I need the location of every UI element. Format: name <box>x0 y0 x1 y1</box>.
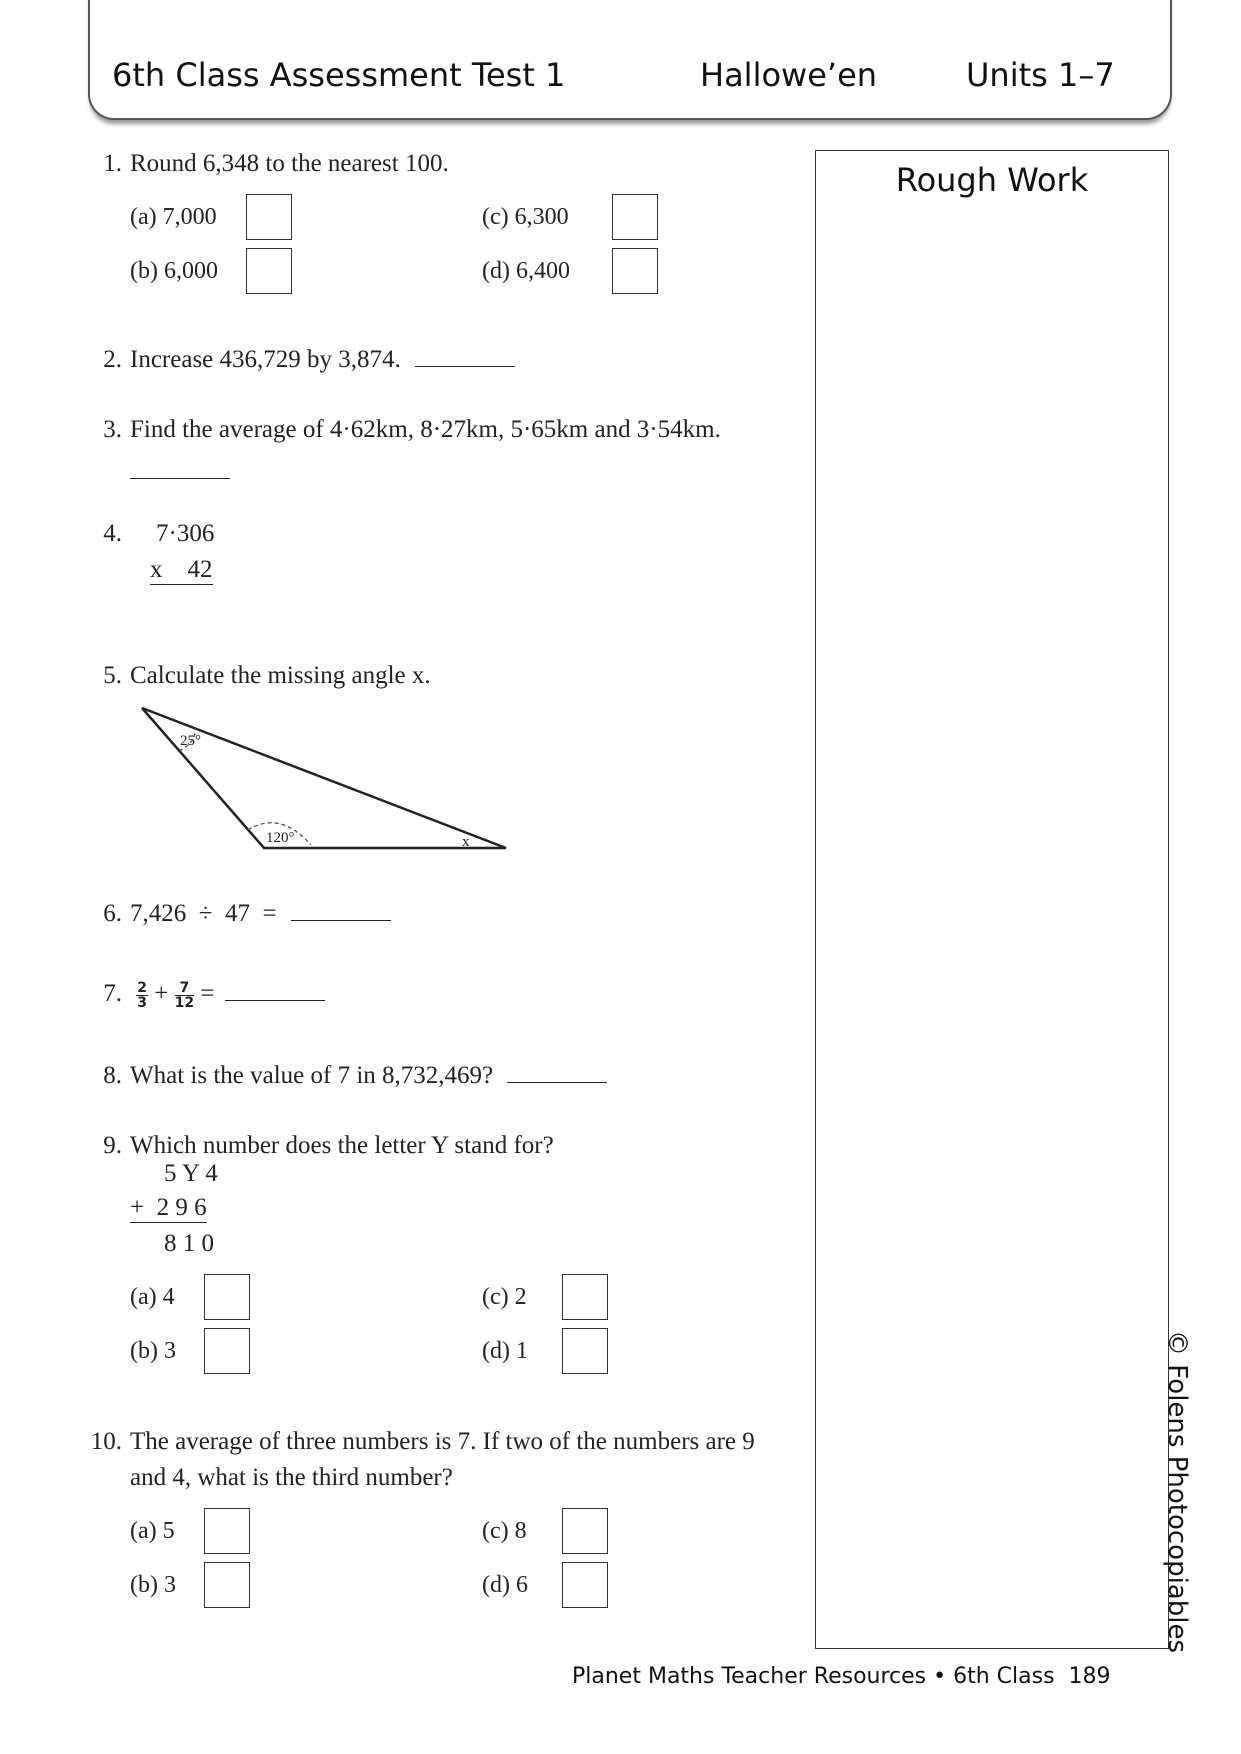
question-text: Round 6,348 to the nearest 100. <box>130 150 449 177</box>
question-text-line-2: and 4, what is the third number? <box>130 1464 453 1491</box>
fraction-1 <box>136 981 148 1010</box>
q9-option-d: (d) 1 <box>482 1338 528 1364</box>
angle-label-x: x <box>462 834 470 850</box>
question-number: 4. <box>103 520 122 547</box>
q1-option-b: (b) 6,000 <box>130 258 218 284</box>
q1-answer-box-c[interactable] <box>612 194 658 240</box>
q1-option-a: (a) 7,000 <box>130 204 217 230</box>
fraction-2-numerator: 7 <box>175 981 194 996</box>
answer-line[interactable] <box>291 902 391 921</box>
question-1 <box>86 150 449 178</box>
q9-option-a: (a) 4 <box>130 1284 175 1310</box>
q1-answer-box-a[interactable] <box>246 194 292 240</box>
answer-line[interactable] <box>130 458 230 479</box>
q9-option-c: (c) 2 <box>482 1284 527 1310</box>
question-number: 8. <box>103 1062 122 1089</box>
question-text: Find the average of 4·62km, 8·27km, 5·65km and 3·54km. <box>130 416 721 443</box>
question-text-line-1: The average of three numbers is 7. If two of the numbers are 9 <box>130 1428 755 1455</box>
q4-multiplier: x 42 <box>150 556 213 583</box>
question-number: 3. <box>103 416 122 443</box>
question-9 <box>86 1132 554 1160</box>
answer-line[interactable] <box>507 1064 607 1083</box>
question-text: Increase 436,729 by 3,874. <box>130 346 401 373</box>
equals-sign: = <box>200 980 215 1007</box>
q9-answer-box-a[interactable] <box>204 1274 250 1320</box>
question-number: 9. <box>103 1132 122 1159</box>
question-number: 7. <box>103 980 122 1007</box>
q1-answer-box-d[interactable] <box>612 248 658 294</box>
rough-work-title: Rough Work <box>895 161 1089 199</box>
q9-sum: 8 1 0 <box>164 1230 214 1257</box>
question-6 <box>86 900 391 928</box>
page-number: 189 <box>1068 1664 1111 1689</box>
question-number: 6. <box>103 900 122 927</box>
theme-title: Hallowe’en <box>700 56 878 94</box>
question-number: 1. <box>103 150 122 177</box>
question-text: 7,426 ÷ 47 = <box>130 900 277 927</box>
footer-text: Planet Maths Teacher Resources • 6th Class <box>572 1664 1055 1689</box>
fraction-1-denominator: 3 <box>137 994 147 1011</box>
q10-option-b: (b) 3 <box>130 1572 176 1598</box>
copyright-notice: © Folens Photocopiables <box>1162 1330 1192 1654</box>
q10-option-c: (c) 8 <box>482 1518 527 1544</box>
q4-multiplicand: 7·306 <box>156 520 215 547</box>
q10-answer-box-a[interactable] <box>204 1508 250 1554</box>
q10-option-a: (a) 5 <box>130 1518 175 1544</box>
question-5 <box>86 662 431 690</box>
answer-line[interactable] <box>225 982 325 1001</box>
question-text: Calculate the missing angle x. <box>130 662 431 689</box>
units-title: Units 1–7 <box>966 56 1115 94</box>
q9-answer-box-c[interactable] <box>562 1274 608 1320</box>
question-4 <box>86 520 130 548</box>
q10-answer-box-d[interactable] <box>562 1562 608 1608</box>
question-3 <box>86 416 721 444</box>
question-text: What is the value of 7 in 8,732,469? <box>130 1062 494 1089</box>
q9-addend-1: 5 Y 4 <box>164 1160 218 1187</box>
q1-answer-box-b[interactable] <box>246 248 292 294</box>
question-number: 10. <box>90 1428 122 1455</box>
question-2 <box>86 346 515 374</box>
question-8 <box>86 1062 607 1090</box>
question-7 <box>86 980 325 1010</box>
q1-option-d: (d) 6,400 <box>482 258 570 284</box>
rough-work-panel[interactable] <box>815 150 1169 1649</box>
q10-answer-box-c[interactable] <box>562 1508 608 1554</box>
answer-line[interactable] <box>415 348 515 367</box>
fraction-2-denominator: 12 <box>174 994 195 1011</box>
q9-answer-box-b[interactable] <box>204 1328 250 1374</box>
q9-addend-2: + 2 9 6 <box>130 1194 207 1221</box>
q9-option-b: (b) 3 <box>130 1338 176 1364</box>
q10-answer-box-b[interactable] <box>204 1562 250 1608</box>
q9-answer-box-d[interactable] <box>562 1328 608 1374</box>
angle-label-25: 25° <box>180 733 201 749</box>
page-footer <box>572 1664 1111 1689</box>
triangle-diagram <box>120 700 520 860</box>
test-title: 6th Class Assessment Test 1 <box>112 56 566 94</box>
angle-label-120: 120° <box>266 830 295 846</box>
plus-sign: + <box>154 980 169 1007</box>
fraction-2 <box>175 981 194 1010</box>
fraction-1-numerator: 2 <box>137 979 147 996</box>
question-number: 2. <box>103 346 122 373</box>
question-10 <box>86 1428 755 1456</box>
question-number: 5. <box>103 662 122 689</box>
q1-option-c: (c) 6,300 <box>482 204 569 230</box>
question-text: Which number does the letter Y stand for? <box>130 1132 554 1159</box>
triangle-shape <box>142 708 506 848</box>
q10-option-d: (d) 6 <box>482 1572 528 1598</box>
